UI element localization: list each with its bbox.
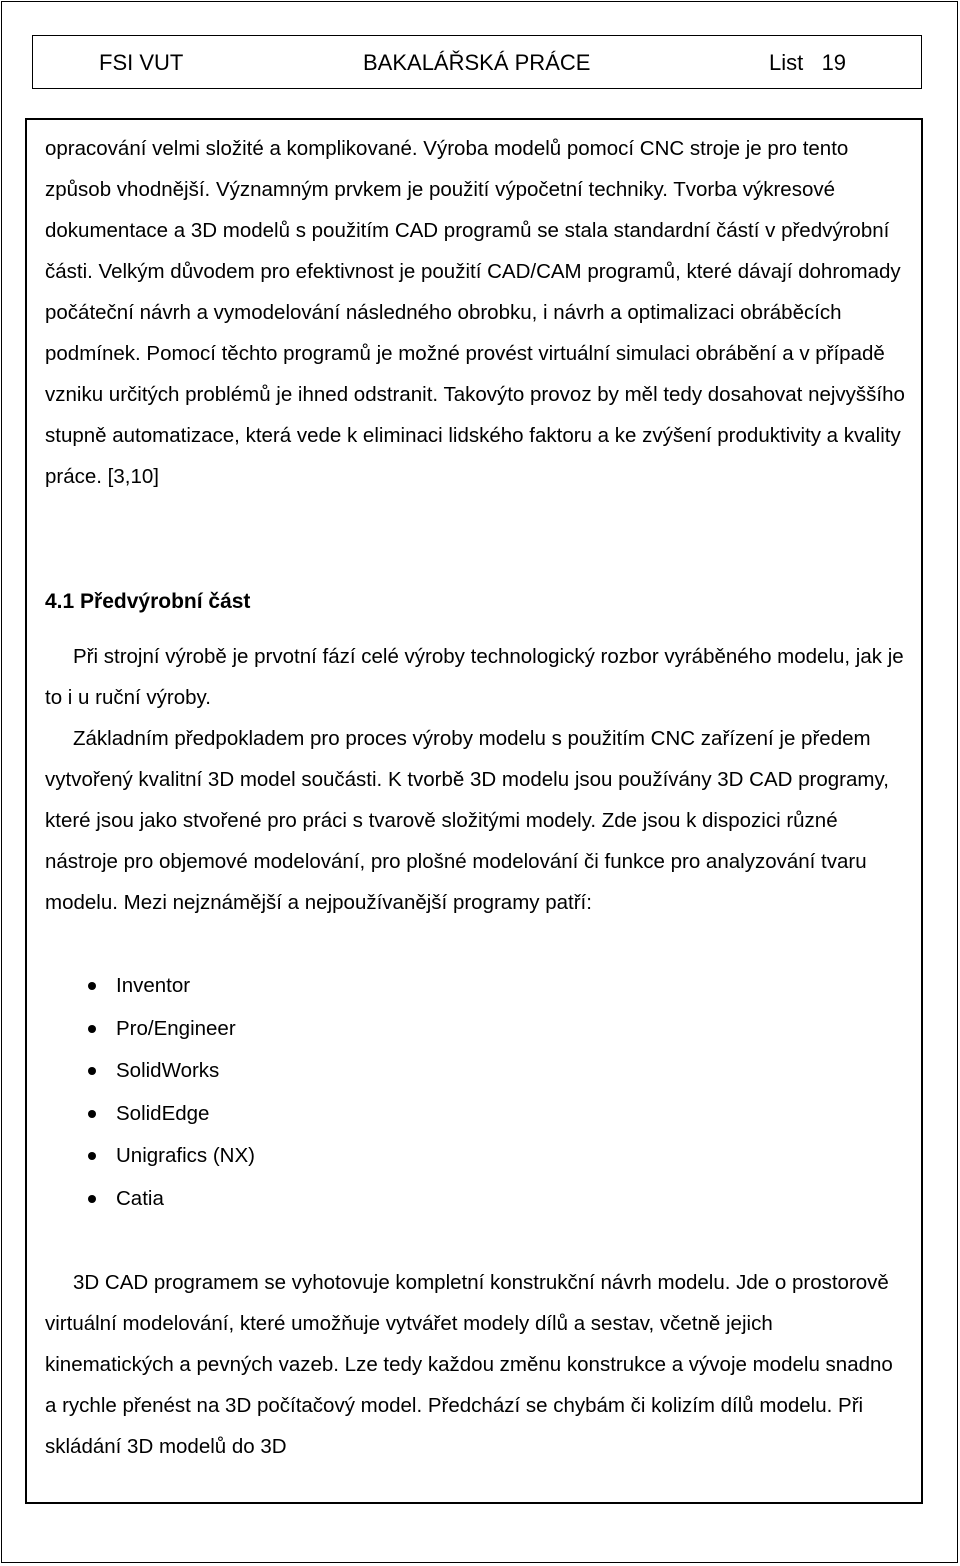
list-item [45,1050,255,1093]
header-page-number: List 19 [769,50,847,75]
list-item [45,1008,255,1051]
paragraph-3d-modeling: 3D CAD programem se vyhotovuje kompletní konstrukční návrh modelu. Jde o prostorově virtuální modelování, které umožňuje vytvářet modely dílů a sestav, včetně jejich kinematických a pevných vazeb. Lze tedy každou změnu konstrukce a vývoje modelu snadno a rychle přenést na 3D počítačový model. Předchází se chybám či kolizím dílů modelu. Při skládání 3D modelů do 3D [45,1271,893,1458]
list-item [45,1093,255,1136]
list-item [45,1135,255,1178]
paragraph-cad-programs: Základním předpokladem pro proces výroby modelu s použitím CNC zařízení je předem vytvořený kvalitní 3D model součásti. K tvorbě 3D modelu jsou používány 3D CAD programy, které jsou jako stvořené pro práci s tvarově složitými modely. Zde jsou k dispozici různé nástroje pro objemové modelování, pro plošné modelování či funkce pro analyzování tvaru modelu. Mezi nejznámější a nejpoužívanější programy patří: [45,727,889,914]
bullet-icon [88,1152,96,1160]
list-item [45,965,255,1008]
page-header [32,35,922,89]
list-item-label: SolidEdge [116,1101,210,1125]
bullet-icon [88,1067,96,1075]
paragraph-technological-analysis: Při strojní výrobě je prvotní fází celé výroby technologický rozbor vyráběného modelu, jak je to i u ruční výroby. [45,645,904,709]
list-item-label: Catia [116,1186,164,1210]
header-institution: FSI VUT [99,50,184,75]
content-frame [25,118,923,1504]
paragraph-intro: opracování velmi složité a komplikované. Výroba modelů pomocí CNC stroje je pro tento způsob vhodnější. Významným prvkem je použití výpočetní techniky. Tvorba výkresové dokumentace a 3D modelů s použitím CAD programů se stala standardní částí v předvýrobní části. Velkým důvodem pro efektivnost je použití CAD/CAM programů, které dávají dohromady počáteční návrh a vymodelování následného obrobku, i návrh a optimalizaci obráběcích podmínek. Pomocí těchto programů je možné provést virtuální simulaci obrábění a v případě vzniku určitých problémů je ihned odstranit. Takovýto provoz by měl tedy dosahovat nejvyššího stupně automatizace, která vede k eliminaci lidského faktoru a ke zvýšení produktivity a kvality práce. [3,10] [45,137,905,488]
list-item-label: Pro/Engineer [116,1016,236,1040]
bullet-icon [88,982,96,990]
bullet-icon [88,1195,96,1203]
section-heading: 4.1 Předvýrobní část [45,590,251,613]
list-item-label: SolidWorks [116,1059,220,1083]
bullet-icon [88,1110,96,1118]
program-list [45,965,255,1221]
list-item-label: Inventor [116,974,191,997]
header-document-type: BAKALÁŘSKÁ PRÁCE [363,50,591,75]
bullet-icon [88,1025,96,1033]
list-item [45,1178,255,1221]
list-item-label: Unigrafics (NX) [116,1144,255,1168]
